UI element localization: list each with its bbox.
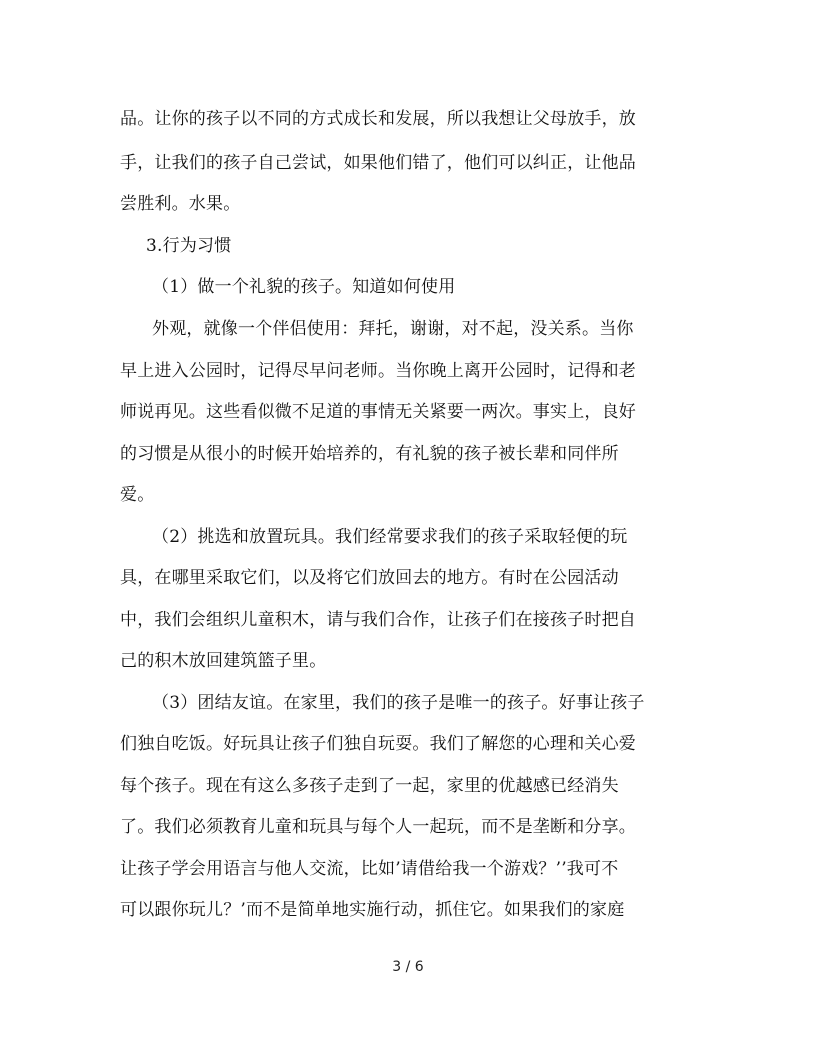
paragraph-line: 尝胜利。水果。 xyxy=(120,194,241,214)
paragraph-line: 让孩子学会用语言与他人交流，比如’请借给我一个游戏？’’我可不 xyxy=(120,859,619,879)
paragraph-line: 中，我们会组织儿童积木，请与我们合作，让孩子们在接孩子时把自 xyxy=(120,610,636,630)
paragraph-line: 可以跟你玩儿？’而不是简单地实施行动，抓住它。如果我们的家庭 xyxy=(120,900,625,920)
paragraph-line: 师说再见。这些看似微不足道的事情无关紧要一两次。事实上，良好 xyxy=(120,402,636,422)
paragraph-line: 爱。 xyxy=(120,485,155,505)
paragraph-line: （3）团结友谊。在家里，我们的孩子是唯一的孩子。好事让孩子 xyxy=(152,693,645,713)
page-number: 3 / 6 xyxy=(392,959,424,975)
paragraph-line: 们独自吃饭。好玩具让孩子们独自玩耍。我们了解您的心理和关心爱 xyxy=(120,734,636,754)
paragraph-line: （1）做一个礼貌的孩子。知道如何使用 xyxy=(152,277,456,297)
paragraph-line: （2）挑选和放置玩具。我们经常要求我们的孩子采取轻便的玩 xyxy=(152,527,628,547)
paragraph-line: 手，让我们的孩子自己尝试，如果他们错了，他们可以纠正，让他品 xyxy=(120,153,636,173)
section-heading: 3.行为习惯 xyxy=(146,236,232,256)
paragraph-line: 具，在哪里采取它们，以及将它们放回去的地方。有时在公园活动 xyxy=(120,568,619,588)
paragraph-line: 早上进入公园时，记得尽早问老师。当你晚上离开公园时，记得和老 xyxy=(120,361,636,381)
paragraph-line: 己的积木放回建筑篮子里。 xyxy=(120,651,327,671)
paragraph-line: 的习惯是从很小的时候开始培养的，有礼貌的孩子被长辈和同伴所 xyxy=(120,444,619,464)
paragraph-line: 品。让你的孩子以不同的方式成长和发展，所以我想让父母放手，放 xyxy=(120,109,636,129)
paragraph-line: 外观，就像一个伴侣使用：拜托，谢谢，对不起，没关系。当你 xyxy=(152,319,634,339)
paragraph-line: 每个孩子。现在有这么多孩子走到了一起，家里的优越感已经消失 xyxy=(120,776,619,796)
paragraph-line: 了。我们必须教育儿童和玩具与每个人一起玩，而不是垄断和分享。 xyxy=(120,817,636,837)
